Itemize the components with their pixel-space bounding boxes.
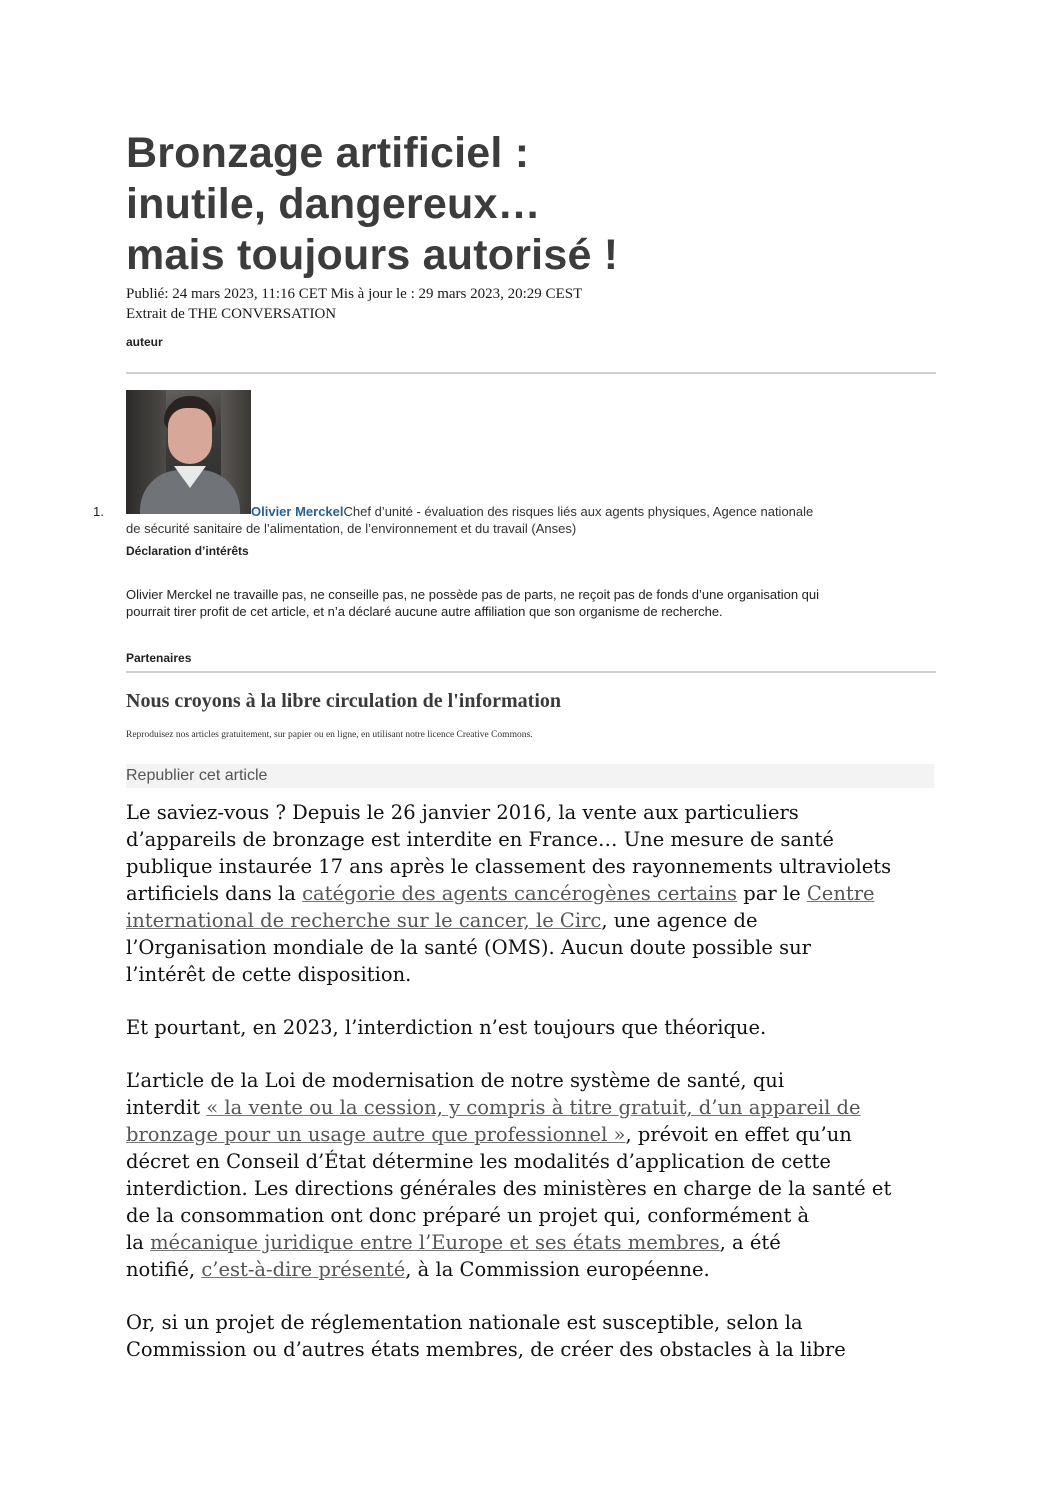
author-role-continued: de sécurité sanitaire de l’alimentation, de l’environnement et du travail (Anses) <box>126 521 577 536</box>
link-circ[interactable]: Centre <box>806 882 875 905</box>
source-line: Extrait de THE CONVERSATION <box>126 306 337 322</box>
text-run: notifié, <box>126 1258 202 1281</box>
link-circ-continued[interactable]: international de recherche sur le cancer, le Circ <box>126 909 602 932</box>
paragraph-3 <box>126 1067 926 1283</box>
text-line: Le saviez-vous ? Depuis le 26 janvier 2016, la vente aux particuliers <box>126 801 799 824</box>
author-name-link[interactable]: Olivier Merckel <box>251 504 344 519</box>
disclosure-line-2: pourrait tirer profit de cet article, et n’a déclaré aucune autre affiliation que son organisme de recherche. <box>126 604 723 619</box>
text-line <box>126 1256 926 1283</box>
text-run: interdit <box>126 1096 207 1119</box>
text-line: interdiction. Les directions générales des ministères en charge de la santé et <box>126 1177 892 1200</box>
divider <box>126 372 936 374</box>
republish-button[interactable] <box>126 764 934 788</box>
text-line <box>126 907 926 934</box>
paragraph-4 <box>126 1309 926 1363</box>
disclosure-line-1: Olivier Merckel ne travaille pas, ne conseille pas, ne possède pas de parts, ne reçoit pas de fonds d’une organisation qui <box>126 587 820 602</box>
text-run: artificiels dans la <box>126 882 303 905</box>
free-information-heading: Nous croyons à la libre circulation de l'information <box>126 690 562 712</box>
text-line: Commission ou d’autres états membres, de créer des obstacles à la libre <box>126 1338 846 1361</box>
text-line: l’Organisation mondiale de la santé (OMS). Aucun doute possible sur <box>126 936 811 959</box>
link-carcinogen-category[interactable]: catégorie des agents cancérogènes certains <box>302 882 738 905</box>
text-run: , prévoit en effet qu’un <box>625 1123 852 1146</box>
text-run: la <box>126 1231 151 1254</box>
article-body <box>126 799 926 1389</box>
partners-label: Partenaires <box>126 651 192 665</box>
author-section-label: auteur <box>126 335 163 349</box>
text-line: Et pourtant, en 2023, l’interdiction n’est toujours que théorique. <box>126 1016 767 1039</box>
paragraph-1 <box>126 799 926 988</box>
author-avatar[interactable] <box>126 390 251 514</box>
paragraph-2 <box>126 1014 926 1041</box>
text-run: , une agence de <box>601 909 758 932</box>
article-meta <box>126 284 936 324</box>
text-line: d’appareils de bronzage est interdite en France… Une mesure de santé <box>126 828 834 851</box>
link-legal-mechanism[interactable]: mécanique juridique entre l’Europe et ses états membres <box>150 1231 720 1254</box>
text-line <box>126 1121 926 1148</box>
text-run: par le <box>737 882 807 905</box>
text-line: l’intérêt de cette disposition. <box>126 963 412 986</box>
title-line-2: inutile, dangereux… <box>126 180 541 228</box>
text-line: publique instaurée 17 ans après le classement des rayonnements ultraviolets <box>126 855 892 878</box>
title-line-1: Bronzage artificiel : <box>126 129 530 177</box>
author-entry <box>126 503 926 537</box>
republish-label: Republier cet article <box>126 767 268 784</box>
author-list-number: 1. <box>93 504 104 519</box>
text-line <box>126 1229 926 1256</box>
link-presented[interactable]: c’est-à-dire présenté <box>201 1258 406 1281</box>
publish-date: Publié: 24 mars 2023, 11:16 CET Mis à jour le : 29 mars 2023, 20:29 CEST <box>126 286 583 302</box>
link-law-quote[interactable]: « la vente ou la cession, y compris à titre gratuit, d’un appareil de <box>206 1096 861 1119</box>
text-line: Or, si un projet de réglementation nationale est susceptible, selon la <box>126 1311 803 1334</box>
divider <box>126 671 936 673</box>
text-run: , a été <box>719 1231 781 1254</box>
disclosure-label: Déclaration d’intérêts <box>126 544 249 558</box>
creative-commons-note: Reproduisez nos articles gratuitement, sur papier ou en ligne, en utilisant notre licence Creative Commons. <box>126 730 533 740</box>
link-law-quote-continued[interactable]: bronzage pour un usage autre que professionnel » <box>126 1123 626 1146</box>
disclosure-text <box>126 586 938 620</box>
title-line-3: mais toujours autorisé ! <box>126 231 619 279</box>
article-header <box>126 128 936 350</box>
article-title <box>126 128 936 281</box>
text-line: décret en Conseil d’État détermine les modalités d’application de cette <box>126 1150 831 1173</box>
author-role: Chef d’unité - évaluation des risques liés aux agents physiques, Agence nationale <box>343 504 814 519</box>
text-run: , à la Commission européenne. <box>405 1258 710 1281</box>
text-line: L’article de la Loi de modernisation de notre système de santé, qui <box>126 1069 785 1092</box>
text-line <box>126 880 926 907</box>
text-line <box>126 1094 926 1121</box>
text-line: de la consommation ont donc préparé un projet qui, conformément à <box>126 1204 810 1227</box>
